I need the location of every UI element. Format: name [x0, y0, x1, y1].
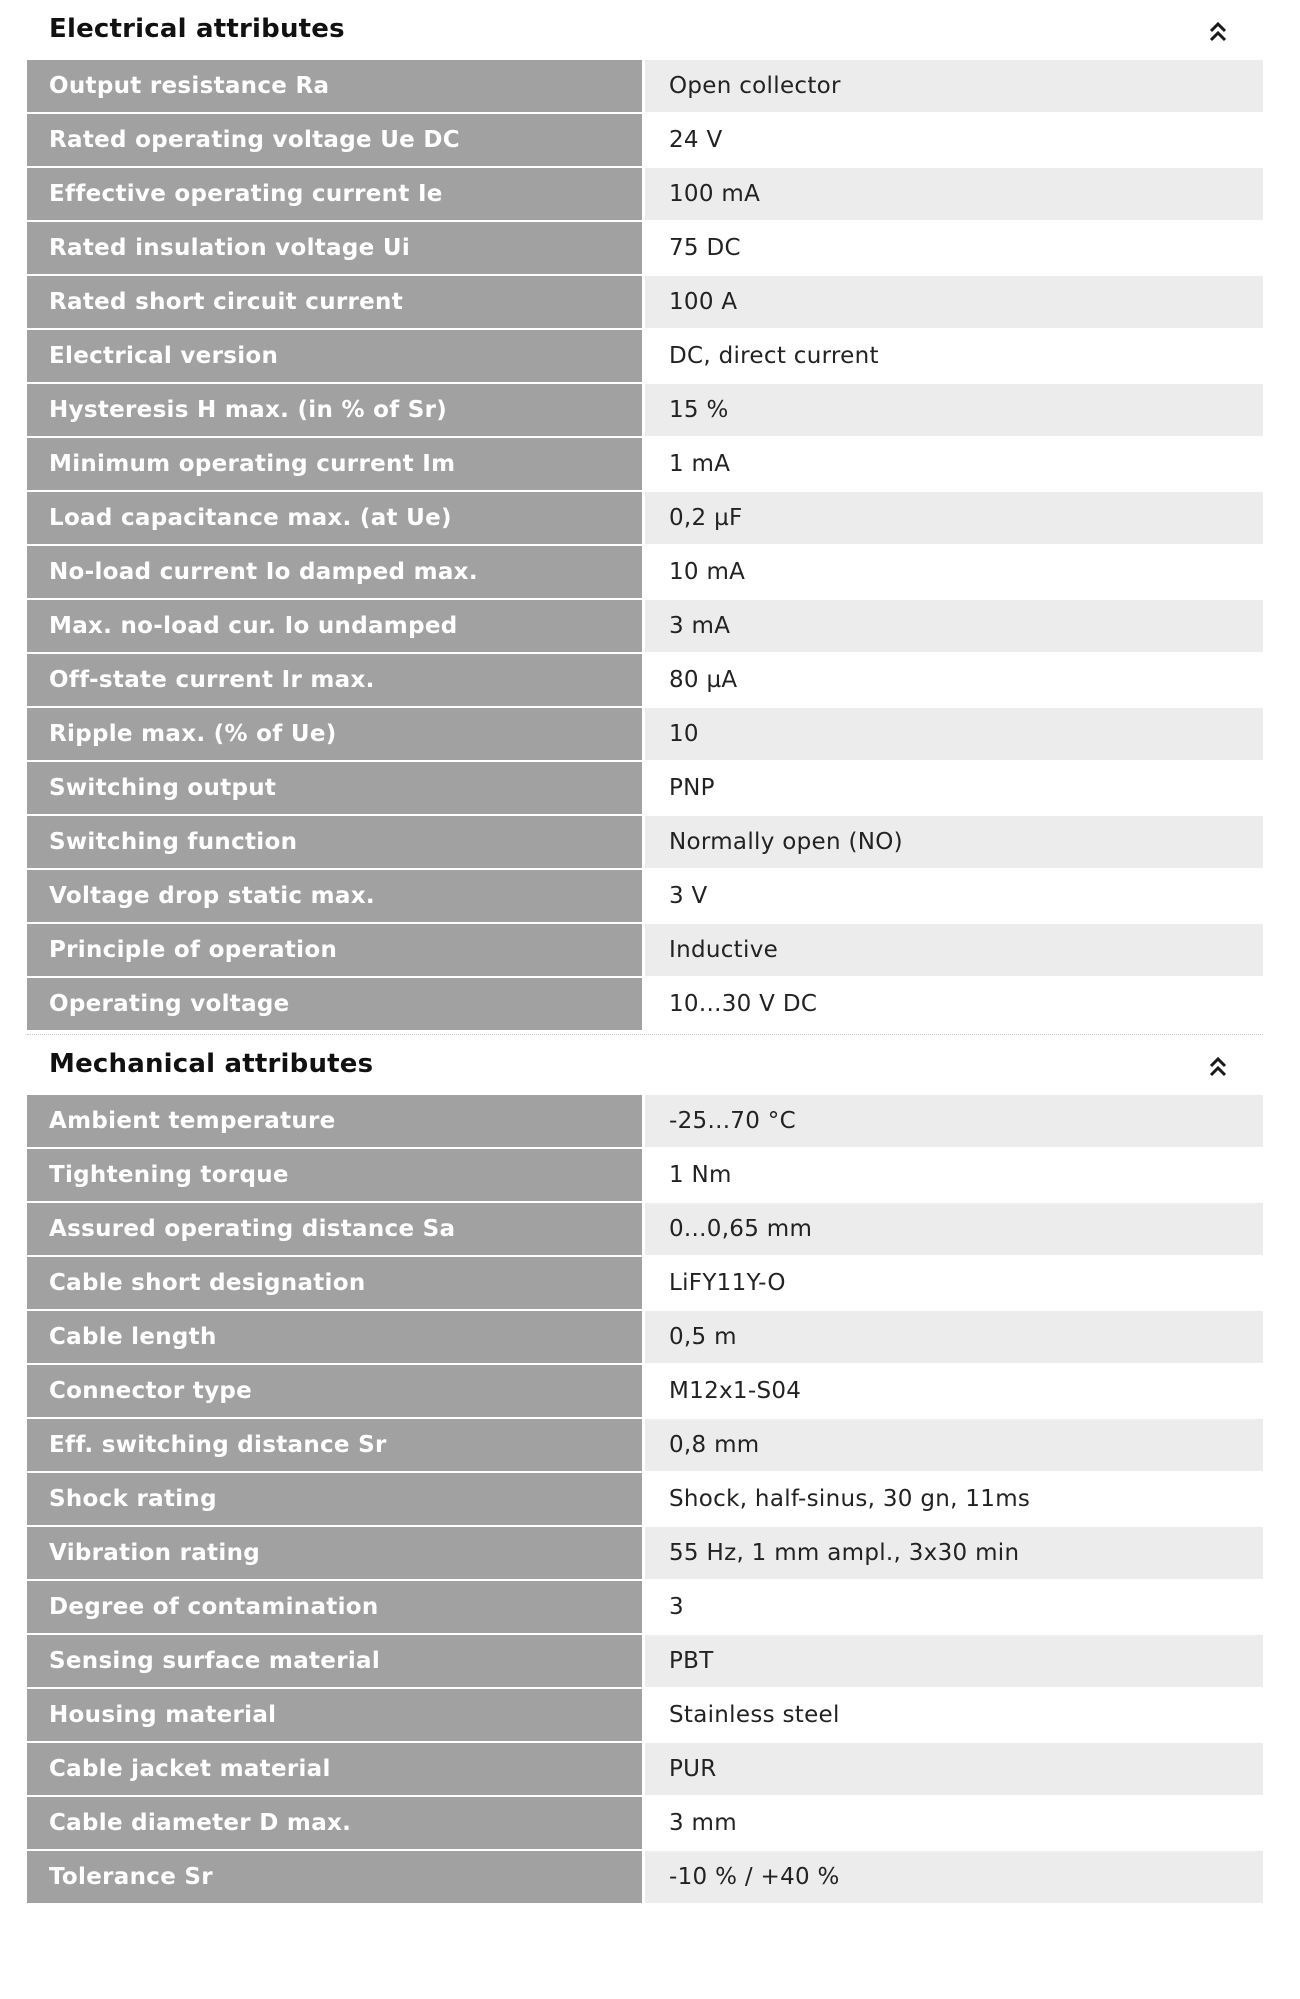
electrical-section-header[interactable]	[27, 0, 1263, 60]
attribute-label: Sensing surface material	[27, 1635, 645, 1689]
attribute-value: PUR	[645, 1743, 1263, 1797]
table-row	[27, 1689, 1263, 1743]
attribute-value: M12x1-S04	[645, 1365, 1263, 1419]
table-row	[27, 1095, 1263, 1149]
table-row	[27, 114, 1263, 168]
attribute-label: Rated operating voltage Ue DC	[27, 114, 645, 168]
attribute-value: 10...30 V DC	[645, 978, 1263, 1032]
attribute-value: Stainless steel	[645, 1689, 1263, 1743]
attribute-label: Operating voltage	[27, 978, 645, 1032]
table-row	[27, 870, 1263, 924]
attribute-value: LiFY11Y-O	[645, 1257, 1263, 1311]
attribute-label: Principle of operation	[27, 924, 645, 978]
table-row	[27, 1797, 1263, 1851]
table-row	[27, 708, 1263, 762]
attribute-value: 3 V	[645, 870, 1263, 924]
attribute-value: 3 mA	[645, 600, 1263, 654]
table-row	[27, 546, 1263, 600]
table-row	[27, 222, 1263, 276]
attribute-label: Hysteresis H max. (in % of Sr)	[27, 384, 645, 438]
attribute-label: Switching output	[27, 762, 645, 816]
attribute-value: 80 µA	[645, 654, 1263, 708]
table-row	[27, 816, 1263, 870]
attribute-value: Normally open (NO)	[645, 816, 1263, 870]
attribute-label: Cable short designation	[27, 1257, 645, 1311]
attribute-label: Voltage drop static max.	[27, 870, 645, 924]
attribute-label: Minimum operating current Im	[27, 438, 645, 492]
attribute-value: 0,8 mm	[645, 1419, 1263, 1473]
attribute-value: 55 Hz, 1 mm ampl., 3x30 min	[645, 1527, 1263, 1581]
table-row	[27, 1365, 1263, 1419]
table-row	[27, 276, 1263, 330]
attribute-label: Cable length	[27, 1311, 645, 1365]
attribute-value: 10	[645, 708, 1263, 762]
attribute-value: Shock, half-sinus, 30 gn, 11ms	[645, 1473, 1263, 1527]
table-row	[27, 1851, 1263, 1905]
double-chevron-up-icon[interactable]	[1207, 1055, 1229, 1079]
attribute-value: 1 mA	[645, 438, 1263, 492]
table-row	[27, 330, 1263, 384]
mechanical-attributes-table	[27, 1095, 1263, 1905]
electrical-attributes-table	[27, 60, 1263, 1032]
attribute-value: 100 A	[645, 276, 1263, 330]
mechanical-section-header[interactable]	[27, 1035, 1263, 1095]
attribute-value: 0...0,65 mm	[645, 1203, 1263, 1257]
attribute-value: Inductive	[645, 924, 1263, 978]
attribute-label: Tightening torque	[27, 1149, 645, 1203]
attribute-value: DC, direct current	[645, 330, 1263, 384]
double-chevron-up-icon[interactable]	[1207, 20, 1229, 44]
attribute-label: Electrical version	[27, 330, 645, 384]
table-row	[27, 1527, 1263, 1581]
attribute-label: Connector type	[27, 1365, 645, 1419]
attribute-value: PBT	[645, 1635, 1263, 1689]
table-row	[27, 762, 1263, 816]
attribute-label: Off-state current Ir max.	[27, 654, 645, 708]
attribute-label: Cable jacket material	[27, 1743, 645, 1797]
table-row	[27, 168, 1263, 222]
attribute-value: 24 V	[645, 114, 1263, 168]
table-row	[27, 492, 1263, 546]
attribute-value: 10 mA	[645, 546, 1263, 600]
table-row	[27, 654, 1263, 708]
attribute-value: 0,5 m	[645, 1311, 1263, 1365]
table-row	[27, 1203, 1263, 1257]
attribute-label: Cable diameter D max.	[27, 1797, 645, 1851]
mechanical-section-title: Mechanical attributes	[49, 1049, 374, 1079]
table-row	[27, 1419, 1263, 1473]
attribute-label: Ripple max. (% of Ue)	[27, 708, 645, 762]
attribute-label: Eff. switching distance Sr	[27, 1419, 645, 1473]
attribute-value: 100 mA	[645, 168, 1263, 222]
attribute-label: Tolerance Sr	[27, 1851, 645, 1905]
table-row	[27, 1581, 1263, 1635]
attribute-label: Max. no-load cur. Io undamped	[27, 600, 645, 654]
attribute-label: Effective operating current Ie	[27, 168, 645, 222]
attribute-label: Output resistance Ra	[27, 60, 645, 114]
table-row	[27, 1473, 1263, 1527]
electrical-section-title: Electrical attributes	[49, 14, 345, 44]
table-row	[27, 1149, 1263, 1203]
attribute-value: PNP	[645, 762, 1263, 816]
attributes-panel	[27, 0, 1263, 1905]
attribute-value: 15 %	[645, 384, 1263, 438]
attribute-label: Vibration rating	[27, 1527, 645, 1581]
table-row	[27, 1311, 1263, 1365]
attribute-label: Load capacitance max. (at Ue)	[27, 492, 645, 546]
table-row	[27, 60, 1263, 114]
table-row	[27, 978, 1263, 1032]
table-row	[27, 1743, 1263, 1797]
attribute-label: Shock rating	[27, 1473, 645, 1527]
attribute-value: 0,2 µF	[645, 492, 1263, 546]
table-row	[27, 438, 1263, 492]
attribute-value: Open collector	[645, 60, 1263, 114]
table-row	[27, 1257, 1263, 1311]
attribute-label: Assured operating distance Sa	[27, 1203, 645, 1257]
attribute-label: Housing material	[27, 1689, 645, 1743]
attribute-label: Switching function	[27, 816, 645, 870]
attribute-value: 1 Nm	[645, 1149, 1263, 1203]
table-row	[27, 384, 1263, 438]
attribute-label: Ambient temperature	[27, 1095, 645, 1149]
table-row	[27, 1635, 1263, 1689]
attribute-value: -25...70 °C	[645, 1095, 1263, 1149]
attribute-label: Degree of contamination	[27, 1581, 645, 1635]
table-row	[27, 600, 1263, 654]
table-row	[27, 924, 1263, 978]
attribute-label: Rated insulation voltage Ui	[27, 222, 645, 276]
attribute-value: 75 DC	[645, 222, 1263, 276]
attribute-value: 3 mm	[645, 1797, 1263, 1851]
attribute-label: No-load current Io damped max.	[27, 546, 645, 600]
attribute-label: Rated short circuit current	[27, 276, 645, 330]
attribute-value: -10 % / +40 %	[645, 1851, 1263, 1905]
attribute-value: 3	[645, 1581, 1263, 1635]
